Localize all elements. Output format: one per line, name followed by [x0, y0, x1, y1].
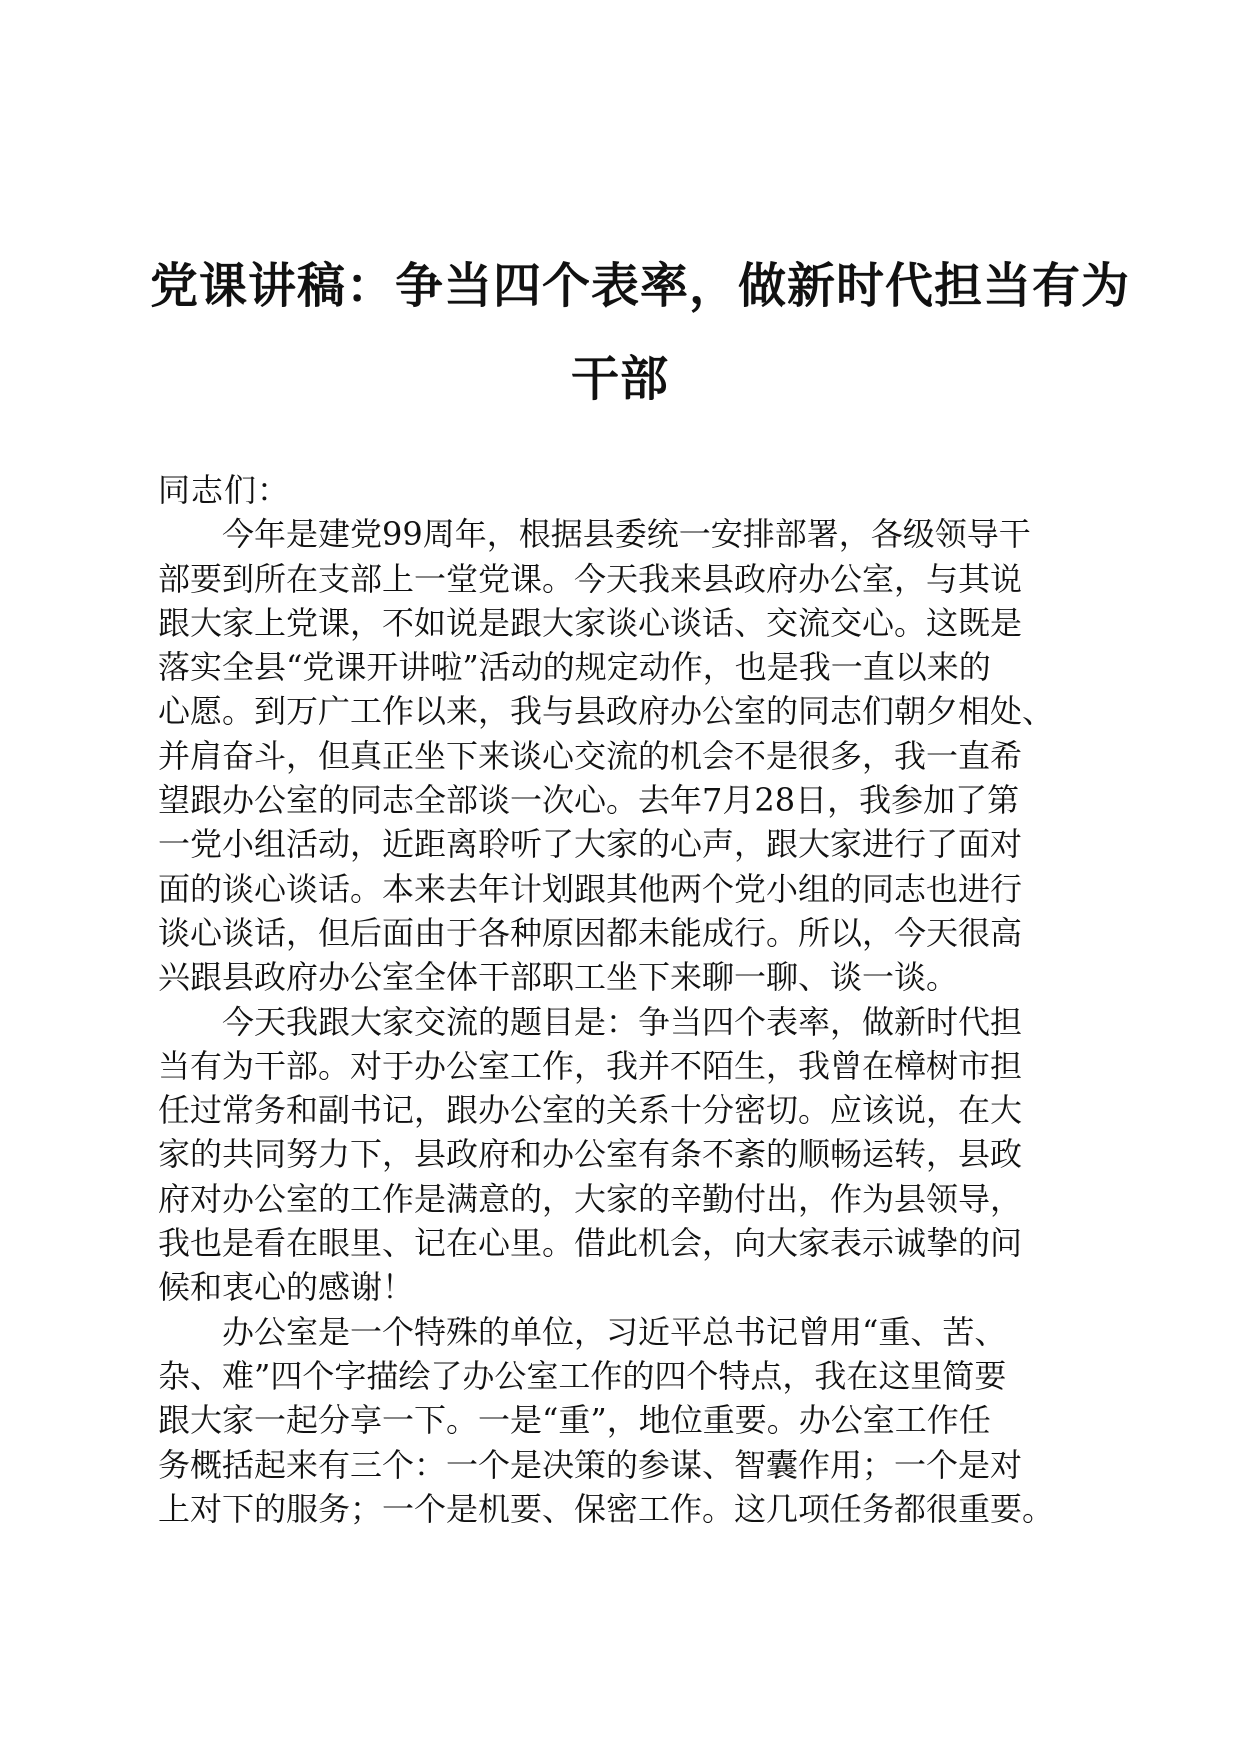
body-line: 杂、难”四个字描绘了办公室工作的四个特点，我在这里简要: [158, 1356, 1007, 1395]
body-line: 望跟办公室的同志全部谈一次心。去年7月28日，我参加了第: [158, 781, 1020, 820]
body-line: 任过常务和副书记，跟办公室的关系十分密切。应该说，在大: [158, 1091, 1023, 1130]
body-line: 务概括起来有三个：一个是决策的参谋、智囊作用；一个是对: [158, 1445, 1023, 1484]
document-body: [158, 468, 1098, 1531]
document-title-line-1: 党课讲稿：争当四个表率，做新时代担当有为: [150, 258, 1131, 314]
body-line: 落实全县“党课开讲啦”活动的规定动作，也是我一直以来的: [158, 648, 991, 687]
body-line: 并肩奋斗，但真正坐下来谈心交流的机会不是很多，我一直希: [158, 736, 1023, 775]
body-line: 谈心谈话，但后面由于各种原因都未能成行。所以，今天很高: [158, 913, 1023, 952]
body-line: 部要到所在支部上一堂党课。今天我来县政府办公室，与其说: [158, 559, 1023, 598]
body-line: 今年是建党99周年，根据县委统一安排部署，各级领导干: [158, 515, 1031, 554]
body-line: 今天我跟大家交流的题目是：争当四个表率，做新时代担: [158, 1002, 1023, 1041]
body-line: 候和衷心的感谢！: [158, 1268, 415, 1307]
body-line: 兴跟县政府办公室全体干部职工坐下来聊一聊、谈一谈。: [158, 958, 959, 997]
document-title-line-2: 干部: [570, 351, 669, 407]
body-line: 我也是看在眼里、记在心里。借此机会，向大家表示诚挚的问: [158, 1224, 1023, 1263]
body-line: 当有为干部。对于办公室工作，我并不陌生，我曾在樟树市担: [158, 1046, 1023, 1085]
body-line: 心愿。到万广工作以来，我与县政府办公室的同志们朝夕相处、: [158, 692, 1055, 731]
body-line: 跟大家一起分享一下。一是“重”，地位重要。办公室工作任: [158, 1401, 991, 1440]
body-line: 上对下的服务；一个是机要、保密工作。这几项任务都很重要。: [158, 1489, 1055, 1528]
body-line: 面的谈心谈话。本来去年计划跟其他两个党小组的同志也进行: [158, 869, 1023, 908]
body-line: 府对办公室的工作是满意的，大家的辛勤付出，作为县领导，: [158, 1179, 1023, 1218]
body-line: 跟大家上党课，不如说是跟大家谈心谈话、交流交心。这既是: [158, 603, 1023, 642]
body-line: 一党小组活动，近距离聆听了大家的心声，跟大家进行了面对: [158, 825, 1023, 864]
body-line: 办公室是一个特殊的单位，习近平总书记曾用“重、苦、: [158, 1312, 1007, 1351]
salutation: 同志们：: [158, 471, 291, 509]
body-line: 家的共同努力下，县政府和办公室有条不紊的顺畅运转，县政: [158, 1135, 1023, 1174]
